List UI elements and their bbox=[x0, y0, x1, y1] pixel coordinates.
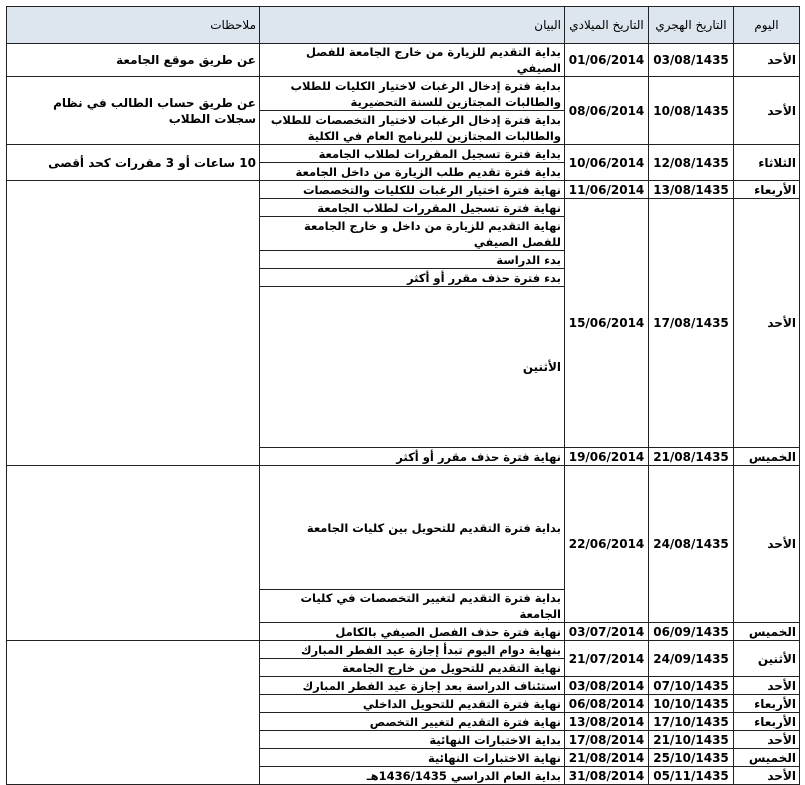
header-hijri-date: التاريخ الهجري bbox=[649, 7, 734, 44]
table-row bbox=[7, 466, 800, 590]
gregorian-date-cell: 10/06/2014 bbox=[565, 145, 649, 181]
day-cell: الأربعاء bbox=[734, 713, 800, 731]
table-row bbox=[7, 77, 800, 111]
description-cell: نهاية الاختبارات النهائية bbox=[260, 749, 565, 767]
hijri-date-cell: 03/08/1435 bbox=[649, 44, 734, 77]
hijri-date-cell: 12/08/1435 bbox=[649, 145, 734, 181]
gregorian-date-cell: 21/08/2014 bbox=[565, 749, 649, 767]
description-cell: نهاية فترة حذف الفصل الصيفي بالكامل bbox=[260, 623, 565, 641]
hijri-date-cell: 13/08/1435 bbox=[649, 181, 734, 199]
hijri-date-cell: 25/10/1435 bbox=[649, 749, 734, 767]
day-cell: الخميس bbox=[734, 749, 800, 767]
hijri-date-cell: 10/08/1435 bbox=[649, 77, 734, 145]
day-cell: الأحد bbox=[734, 77, 800, 145]
description-cell: بداية فترة إدخال الرغبات لاختيار التخصصات للطلاب والطالبات المجتازين للبرنامج العام في الكلية bbox=[260, 111, 565, 145]
gregorian-date-cell: 19/06/2014 bbox=[565, 448, 649, 466]
gregorian-date-cell: 15/06/2014 bbox=[565, 199, 649, 448]
day-cell: الخميس bbox=[734, 623, 800, 641]
hijri-date-cell: 24/08/1435 bbox=[649, 466, 734, 623]
hijri-date-cell: 10/10/1435 bbox=[649, 695, 734, 713]
day-cell: الأحد bbox=[734, 199, 800, 448]
description-cell: بداية فترة التقديم للتحويل بين كليات الجامعة bbox=[260, 466, 565, 590]
description-cell: نهاية فترة اختيار الرغبات للكليات والتخصصات bbox=[260, 181, 565, 199]
description-cell: بداية فترة إدخال الرغبات لاختيار الكليات للطلاب والطالبات المجتازين للسنة التحضيرية bbox=[260, 77, 565, 111]
description-cell: بداية فترة تسجيل المقررات لطلاب الجامعة bbox=[260, 145, 565, 163]
day-cell: الأحد bbox=[734, 466, 800, 623]
gregorian-date-cell: 31/08/2014 bbox=[565, 767, 649, 785]
hijri-date-cell: 21/08/1435 bbox=[649, 448, 734, 466]
notes-cell bbox=[7, 181, 260, 466]
header-notes: ملاحظات bbox=[7, 7, 260, 44]
gregorian-date-cell: 22/06/2014 bbox=[565, 466, 649, 623]
description-cell: بنهاية دوام اليوم تبدأ إجازة عيد الفطر المبارك bbox=[260, 641, 565, 659]
header-day: اليوم bbox=[734, 7, 800, 44]
table-row bbox=[7, 145, 800, 163]
table-row bbox=[7, 641, 800, 659]
day-cell: الأحد bbox=[734, 44, 800, 77]
notes-cell bbox=[7, 641, 260, 785]
hijri-date-cell: 05/11/1435 bbox=[649, 767, 734, 785]
description-cell: بداية الاختبارات النهائية bbox=[260, 731, 565, 749]
gregorian-date-cell: 03/08/2014 bbox=[565, 677, 649, 695]
description-cell: بداية التقديم للزيارة من خارج الجامعة للفصل الصيفي bbox=[260, 44, 565, 77]
description-cell: نهاية التقديم للزيارة من داخل و خارج الجامعة للفصل الصيفي bbox=[260, 217, 565, 251]
notes-cell: عن طريق موقع الجامعة bbox=[7, 44, 260, 77]
day-cell: الثلاثاء bbox=[734, 145, 800, 181]
gregorian-date-cell: 11/06/2014 bbox=[565, 181, 649, 199]
description-cell: بداية فترة تقديم طلب الزيارة من داخل الجامعة bbox=[260, 163, 565, 181]
day-cell: الأربعاء bbox=[734, 695, 800, 713]
description-cell: بدء فترة حذف مقرر أو أكثر bbox=[260, 269, 565, 287]
gregorian-date-cell: 17/08/2014 bbox=[565, 731, 649, 749]
hijri-date-cell: 07/10/1435 bbox=[649, 677, 734, 695]
day-cell: الأثنين bbox=[734, 641, 800, 677]
gregorian-date-cell: 21/07/2014 bbox=[565, 641, 649, 677]
day-cell: الأحد bbox=[734, 731, 800, 749]
table-header-row bbox=[7, 7, 800, 44]
gregorian-date-cell: 13/08/2014 bbox=[565, 713, 649, 731]
day-cell: الخميس bbox=[734, 448, 800, 466]
description-cell: بداية فترة التقديم لتغيير التخصصات في كليات الجامعة bbox=[260, 590, 565, 623]
gregorian-date-cell: 06/08/2014 bbox=[565, 695, 649, 713]
academic-calendar-sheet bbox=[6, 6, 799, 785]
day-cell: الأحد bbox=[734, 767, 800, 785]
notes-cell: عن طريق حساب الطالب في نظام سجلات الطلاب bbox=[7, 77, 260, 145]
gregorian-date-cell: 03/07/2014 bbox=[565, 623, 649, 641]
header-gregorian-date: التاريخ الميلادي bbox=[565, 7, 649, 44]
description-cell: نهاية فترة حذف مقرر أو أكثر bbox=[260, 448, 565, 466]
hijri-date-cell: 06/09/1435 bbox=[649, 623, 734, 641]
description-cell: نهاية التقديم للتحويل من خارج الجامعة bbox=[260, 659, 565, 677]
academic-calendar-table bbox=[6, 6, 800, 785]
description-cell: نهاية فترة التقديم لتغيير التخصص bbox=[260, 713, 565, 731]
day-cell: الأربعاء bbox=[734, 181, 800, 199]
hijri-date-cell: 21/10/1435 bbox=[649, 731, 734, 749]
hijri-date-cell: 17/08/1435 bbox=[649, 199, 734, 448]
notes-cell: 10 ساعات أو 3 مقررات كحد أقصى bbox=[7, 145, 260, 181]
gregorian-date-cell: 01/06/2014 bbox=[565, 44, 649, 77]
hijri-date-cell: 24/09/1435 bbox=[649, 641, 734, 677]
table-row bbox=[7, 44, 800, 77]
table-row bbox=[7, 623, 800, 641]
day-cell: الأحد bbox=[734, 677, 800, 695]
description-cell: نهاية فترة التقديم للتحويل الداخلي bbox=[260, 695, 565, 713]
day-cell: الأثنين bbox=[260, 287, 565, 448]
table-row bbox=[7, 181, 800, 199]
header-description: البيان bbox=[260, 7, 565, 44]
description-cell: نهاية فترة تسجيل المقررات لطلاب الجامعة bbox=[260, 199, 565, 217]
description-cell: بدء الدراسة bbox=[260, 251, 565, 269]
hijri-date-cell: 17/10/1435 bbox=[649, 713, 734, 731]
description-cell: استئناف الدراسة بعد إجازة عيد الفطر المبارك bbox=[260, 677, 565, 695]
description-cell: بداية العام الدراسي 1436/1435هـ bbox=[260, 767, 565, 785]
gregorian-date-cell: 08/06/2014 bbox=[565, 77, 649, 145]
